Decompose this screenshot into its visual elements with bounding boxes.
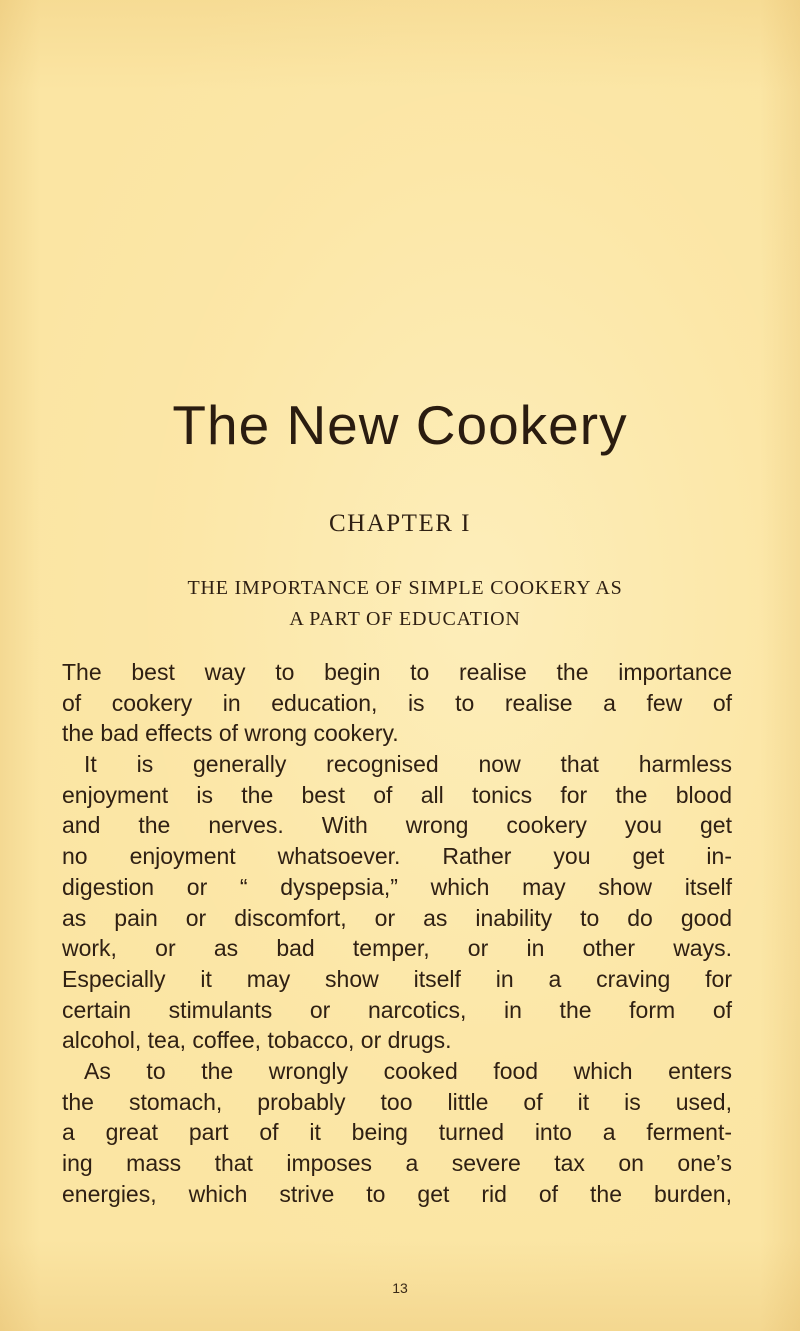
chapter-label: CHAPTER I <box>329 510 471 537</box>
text-line: the bad effects of wrong cookery. <box>62 720 399 747</box>
text-line: It is generally recognised now that harmless <box>84 751 732 778</box>
text-line: ing mass that imposes a severe tax on one’s <box>62 1150 732 1176</box>
text-line: no enjoyment whatsoever. Rather you get in- <box>62 843 732 870</box>
text-line: energies, which strive to get rid of the burden, <box>62 1180 732 1207</box>
body-text <box>62 657 732 1209</box>
chapter-heading <box>40 573 770 635</box>
text-line: digestion or “ dyspepsia,” which may show itself <box>62 873 732 900</box>
text-line: enjoyment is the best of all tonics for the blood <box>62 781 732 808</box>
text-line: As to the wrongly cooked food which enters <box>84 1057 732 1084</box>
chapter-heading-line: THE IMPORTANCE OF SIMPLE COOKERY AS <box>187 577 623 599</box>
text-line: work, or as bad temper, or in other ways. <box>62 935 732 962</box>
text-line: The best way to begin to realise the importance <box>62 659 732 685</box>
text-line: of cookery in education, is to realise a few of <box>62 689 732 716</box>
page-number: 13 <box>392 1280 408 1296</box>
book-title: The New Cookery <box>172 394 628 456</box>
text-line: Especially it may show itself in a craving for <box>62 965 732 992</box>
text-line: a great part of it being turned into a ferment- <box>62 1119 732 1146</box>
text-line: certain stimulants or narcotics, in the form of <box>62 996 732 1023</box>
text-line: the stomach, probably too little of it is used, <box>62 1088 732 1115</box>
text-line: as pain or discomfort, or as inability to do good <box>62 904 732 931</box>
text-line: alcohol, tea, coffee, tobacco, or drugs. <box>62 1027 452 1054</box>
text-line: and the nerves. With wrong cookery you get <box>62 812 732 839</box>
chapter-heading-line: A PART OF EDUCATION <box>289 608 521 630</box>
